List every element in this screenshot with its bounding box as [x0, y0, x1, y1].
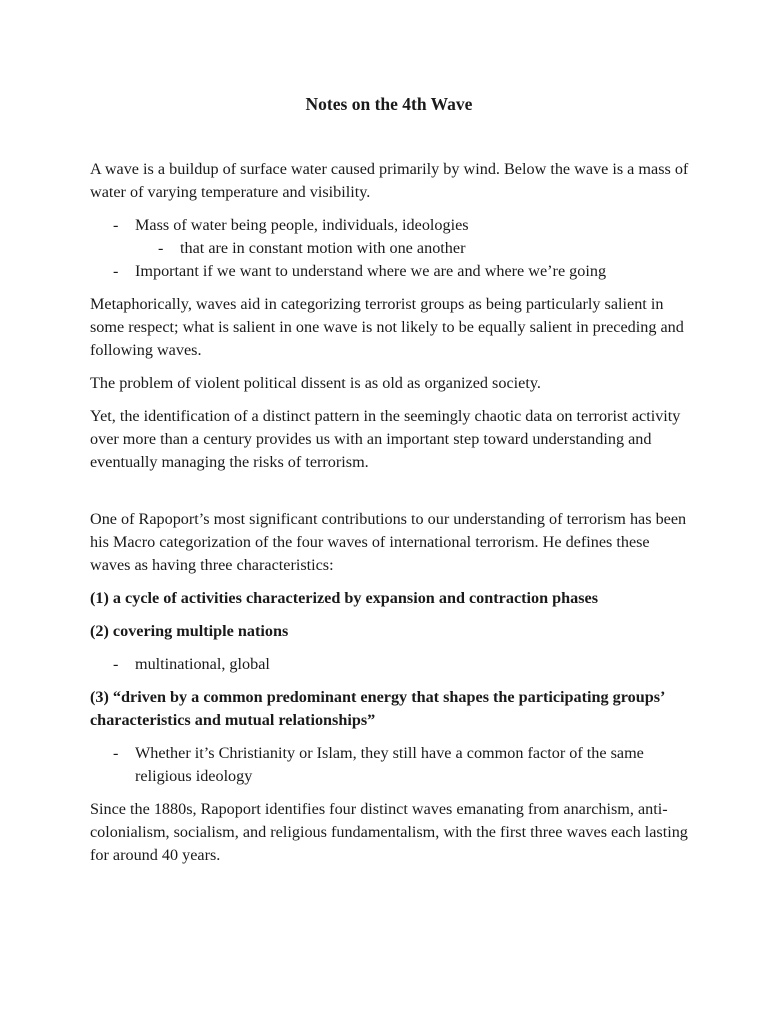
list-item-text: Important if we want to understand where we are and where we’re going: [135, 262, 607, 280]
bullet-list-multinational: [90, 653, 690, 676]
bullet-list-water-mass: [90, 214, 690, 283]
characteristic-1: (1) a cycle of activities characterized by expansion and contraction phases: [90, 589, 599, 607]
list-item-nested: [90, 237, 690, 260]
list-item: [90, 653, 690, 676]
dash-bullet: -: [113, 262, 119, 280]
list-item: [90, 742, 690, 788]
list-item-text: that are in constant motion with one another: [180, 239, 466, 257]
dash-bullet: -: [113, 655, 119, 673]
characteristic-2: (2) covering multiple nations: [90, 622, 289, 640]
dash-bullet: -: [113, 744, 119, 762]
paragraph-distinct-pattern: Yet, the identification of a distinct pattern in the seemingly chaotic data on terrorist activity over more than a century provides us with an important step toward understanding and eventually managing the risks of terrorism.: [90, 407, 681, 471]
list-item: [90, 260, 690, 283]
bullet-list-religious: [90, 742, 690, 788]
paragraph-rapoport: One of Rapoport’s most significant contributions to our understanding of terrorism has been his Macro categorization of the four waves of international terrorism. He defines these waves as having three characteristics:: [90, 510, 687, 574]
paragraph-four-waves: Since the 1880s, Rapoport identifies four distinct waves emanating from anarchism, anti-colonialism, socialism, and religious fundamentalism, with the first three waves each lasting for around 40 years.: [90, 800, 688, 864]
dash-bullet: -: [158, 239, 164, 257]
paragraph-metaphor: Metaphorically, waves aid in categorizing terrorist groups as being particularly salient in some respect; what is salient in one wave is not likely to be equally salient in preceding and following waves.: [90, 295, 684, 359]
paragraph-wave-definition: A wave is a buildup of surface water caused primarily by wind. Below the wave is a mass of water of varying temperature and visibility.: [90, 160, 689, 201]
list-item-text: Whether it’s Christianity or Islam, they still have a common factor of the same religious ideology: [135, 744, 644, 785]
list-item-text: Mass of water being people, individuals, ideologies: [135, 216, 469, 234]
dash-bullet: -: [113, 216, 119, 234]
list-item-text: multinational, global: [135, 655, 270, 673]
list-item: [90, 214, 690, 237]
document-page: [90, 92, 690, 877]
paragraph-political-dissent: The problem of violent political dissent is as old as organized society.: [90, 374, 541, 392]
characteristic-3: (3) “driven by a common predominant energy that shapes the participating groups’ characteristics and mutual relationships”: [90, 688, 665, 729]
document-title: Notes on the 4th Wave: [305, 94, 473, 114]
